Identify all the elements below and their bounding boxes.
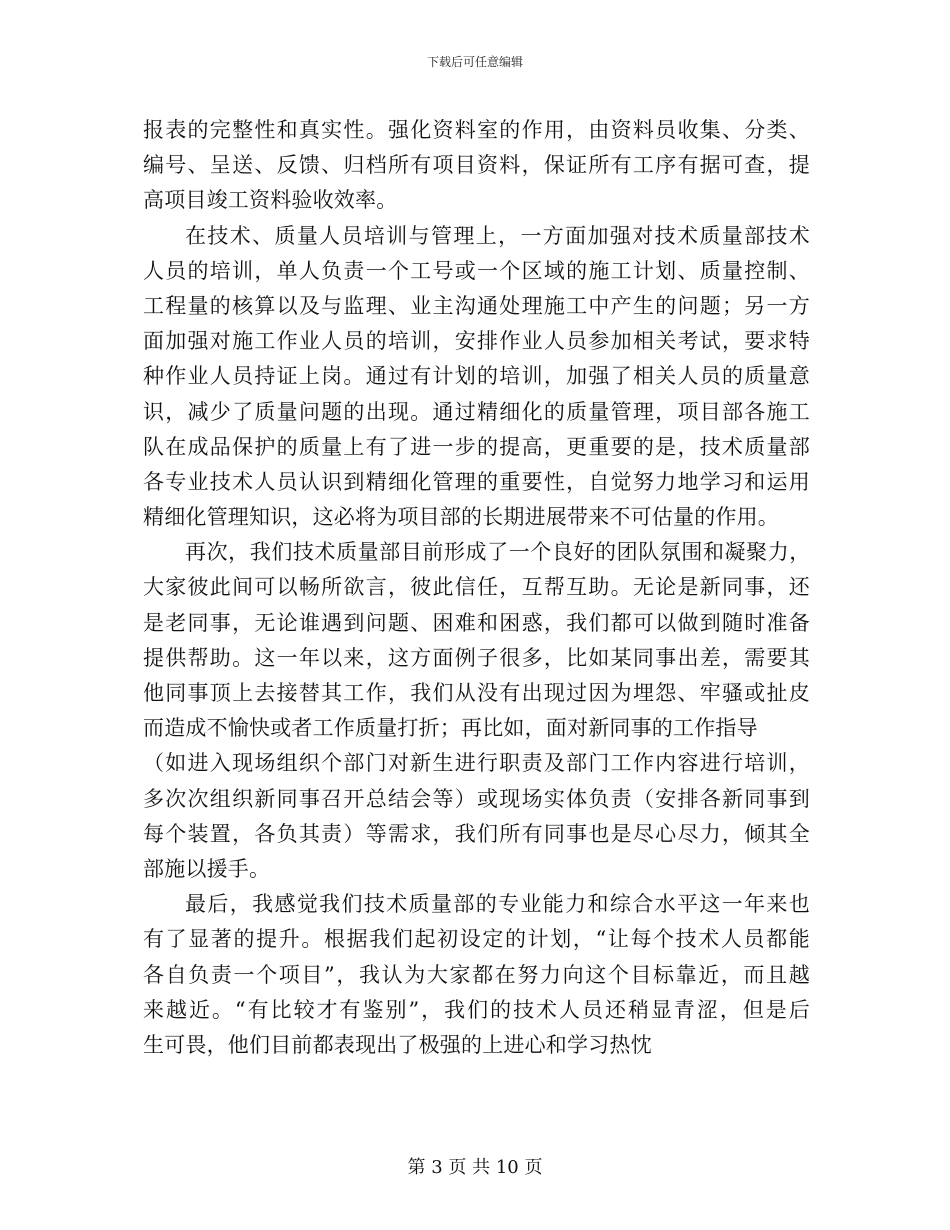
text-line: 编号、呈送、反馈、归档所有项目资料，保证所有工序有据可查，提 — [143, 153, 810, 178]
text-line: 工程量的核算以及与监理、业主沟通处理施工中产生的问题；另一方 — [143, 293, 810, 318]
text-line: 再次，我们技术质量部目前形成了一个良好的团队氛围和凝聚力， — [185, 540, 810, 565]
paragraph — [143, 219, 810, 536]
text-line: 报表的完整性和真实性。强化资料室的作用，由资料员收集、分类、 — [143, 118, 810, 142]
text-line: 面加强对施工作业人员的培训，安排作业人员参加相关考试，要求特 — [143, 329, 810, 354]
text-line: 高项目竣工资料验收效率。 — [143, 188, 398, 213]
text-line: 而造成不愉快或者工作质量打折；再比如，面对新同事的工作指导 — [143, 716, 758, 741]
text-line: （如进入现场组织个部门对新生进行职责及部门工作内容进行培训， — [143, 751, 810, 776]
text-line: 识，减少了质量问题的出现。通过精细化的质量管理，项目部各施工 — [143, 399, 810, 424]
text-line: 种作业人员持证上岗。通过有计划的培训，加强了相关人员的质量意 — [143, 364, 810, 389]
text-line: 各自负责一个项目”，我认为大家都在努力向这个目标靠近，而且越 — [143, 962, 810, 987]
page-number: 第 3 页 共 10 页 — [407, 1157, 543, 1178]
text-line: 他同事顶上去接替其工作，我们从没有出现过因为埋怨、牢骚或扯皮 — [143, 681, 810, 705]
text-line: 精细化管理知识，这必将为项目部的长期进展带来不可估量的作用。 — [143, 505, 779, 530]
text-line: 队在成品保护的质量上有了进一步的提高，更重要的是，技术质量部 — [143, 434, 810, 459]
text-line: 各专业技术人员认识到精细化管理的重要性，自觉努力地学习和运用 — [143, 469, 810, 494]
document-body — [143, 113, 810, 1063]
text-line: 每个装置，各负其责）等需求，我们所有同事也是尽心尽力，倾其全 — [143, 821, 810, 846]
text-line: 多次次组织新同事召开总结会等）或现场实体负责（安排各新同事到 — [143, 786, 810, 811]
text-line: 最后，我感觉我们技术质量部的专业能力和综合水平这一年来也 — [185, 892, 810, 917]
text-line: 大家彼此间可以畅所欲言，彼此信任，互帮互助。无论是新同事，还 — [143, 575, 810, 600]
text-line: 人员的培训，单人负责一个工号或一个区域的施工计划、质量控制、 — [143, 258, 810, 283]
paragraph — [143, 535, 810, 887]
text-line: 提供帮助。这一年以来，这方面例子很多，比如某同事出差，需要其 — [143, 645, 810, 670]
text-line: 来越近。“有比较才有鉴别”，我们的技术人员还稍显青涩，但是后 — [143, 997, 810, 1022]
text-line: 是老同事，无论谁遇到问题、困难和困惑，我们都可以做到随时准备 — [143, 610, 810, 635]
text-line: 生可畏，他们目前都表现出了极强的上进心和学习热忱 — [143, 1032, 652, 1057]
paragraph — [143, 887, 810, 1063]
text-line: 在技术、质量人员培训与管理上，一方面加强对技术质量部技术 — [185, 223, 810, 248]
page-header: 下载后可任意编辑 — [426, 55, 523, 69]
text-line: 部施以援手。 — [143, 856, 271, 881]
text-line: 有了显著的提升。根据我们起初设定的计划，“让每个技术人员都能 — [143, 927, 810, 952]
paragraph — [143, 113, 810, 219]
